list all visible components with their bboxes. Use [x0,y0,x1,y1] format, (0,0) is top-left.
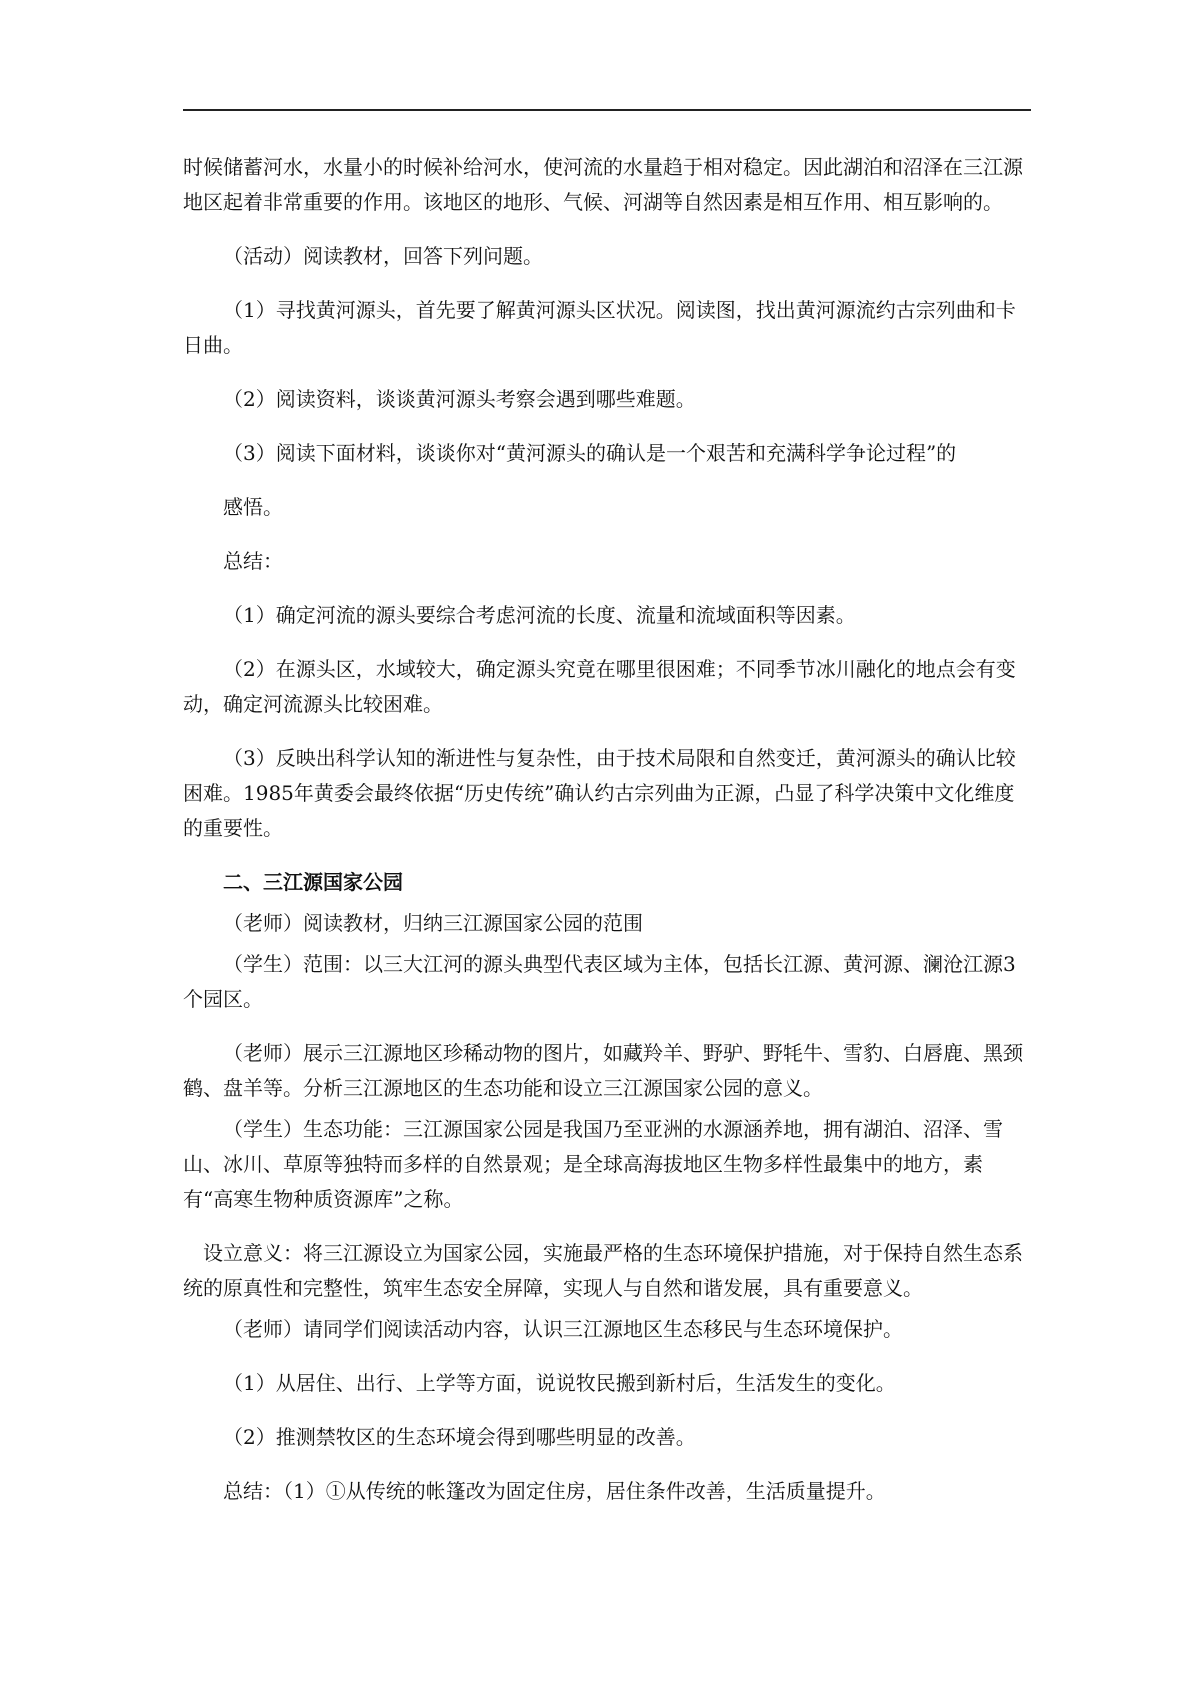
paragraph-activity-q2: （2）推测禁牧区的生态环境会得到哪些明显的改善。 [223,1425,696,1449]
section-heading-park: 二、三江源国家公园 [223,870,403,894]
paragraph-student-function: （学生）生态功能：三江源国家公园是我国乃至亚洲的水源涵养地，拥有湖泊、沼泽、雪山、冰川、草原等独特而多样的自然景观；是全球高海拔地区生物多样性最集中的地方，素有“高寒生物种质资源库”之称。 [183,1117,1003,1211]
paragraph-significance: 设立意义：将三江源设立为国家公园，实施最严格的生态环境保护措施，对于保持自然生态系统的原真性和完整性，筑牢生态安全屏障，实现人与自然和谐发展，具有重要意义。 [183,1241,1023,1300]
paragraph-activity-intro: （活动）阅读教材，回答下列问题。 [223,244,543,268]
paragraph-question-1: （1）寻找黄河源头，首先要了解黄河源头区状况。阅读图，找出黄河源流约古宗列曲和卡日曲。 [183,298,1016,357]
paragraph-activity-q1: （1）从居住、出行、上学等方面，说说牧民搬到新村后，生活发生的变化。 [223,1371,896,1395]
header-rule [183,109,1031,111]
paragraph-summary-2: （2）在源头区，水域较大，确定源头究竟在哪里很困难；不同季节冰川融化的地点会有变动，确定河流源头比较困难。 [183,657,1016,716]
paragraph-lake-role: 时候储蓄河水，水量小的时候补给河水，使河流的水量趋于相对稳定。因此湖泊和沼泽在三江源地区起着非常重要的作用。该地区的地形、气候、河湖等自然因素是相互作用、相互影响的。 [183,155,1023,214]
paragraph-summary-1: （1）确定河流的源头要综合考虑河流的长度、流量和流域面积等因素。 [223,603,856,627]
paragraph-teacher-scope: （老师）阅读教材，归纳三江源国家公园的范围 [223,911,643,935]
paragraph-question-3: （3）阅读下面材料，谈谈你对“黄河源头的确认是一个艰苦和充满科学争论过程”的 [223,441,957,465]
paragraph-summary-3: （3）反映出科学认知的渐进性与复杂性，由于技术局限和自然变迁，黄河源头的确认比较困难。1985年黄委会最终依据“历史传统”确认约古宗列曲为正源，凸显了科学决策中文化维度的重要性。 [183,746,1016,840]
paragraph-student-scope: （学生）范围：以三大江河的源头典型代表区域为主体，包括长江源、黄河源、澜沧江源3个园区。 [183,952,1016,1011]
paragraph-final-summary: 总结：（1）①从传统的帐篷改为固定住房，居住条件改善，生活质量提升。 [223,1479,886,1503]
paragraph-summary-label: 总结： [223,549,283,573]
paragraph-teacher-animals: （老师）展示三江源地区珍稀动物的图片，如藏羚羊、野驴、野牦牛、雪豹、白唇鹿、黑颈鹤、盘羊等。分析三江源地区的生态功能和设立三江源国家公园的意义。 [183,1041,1023,1100]
paragraph-question-3-cont: 感悟。 [223,495,283,519]
paragraph-question-2: （2）阅读资料，谈谈黄河源头考察会遇到哪些难题。 [223,387,696,411]
document-body [183,150,1033,1528]
paragraph-teacher-activity: （老师）请同学们阅读活动内容，认识三江源地区生态移民与生态环境保护。 [223,1317,903,1341]
